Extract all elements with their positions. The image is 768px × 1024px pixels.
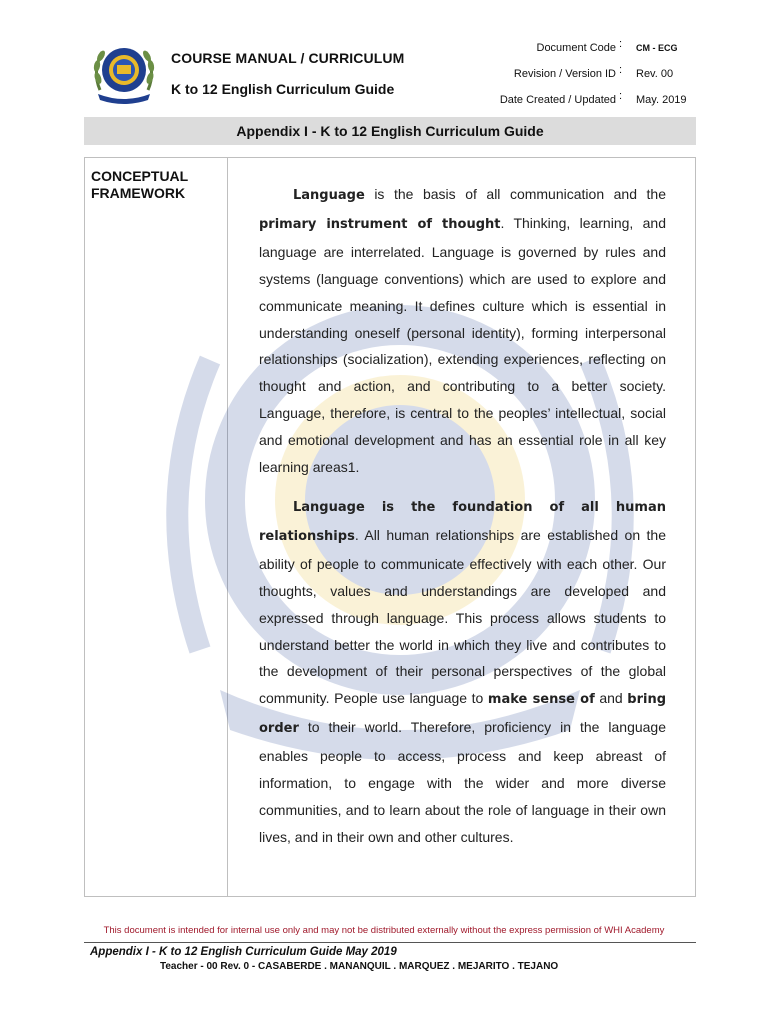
confidentiality-notice: This document is intended for internal use only and may not be distributed externally without the express permission of WHI Academy	[103, 925, 665, 936]
meta-label: Date Created / Updated	[499, 94, 616, 106]
text-run: to their world. Therefore, proficiency in the language enables people to access, process and keep abreast of information, to engage with the wider and more diverse communities, and to learn about the role of language in their own lives, and in their own and other cultures.	[259, 719, 666, 845]
meta-colon: :	[619, 38, 623, 50]
meta-colon: :	[619, 64, 623, 76]
framework-text	[259, 181, 666, 863]
bold-phrase: make sense of	[487, 692, 595, 708]
school-logo-icon	[90, 38, 158, 106]
meta-value: May. 2019	[636, 94, 687, 106]
meta-colon: :	[619, 90, 623, 102]
text-run: . All human relationships are established on the ability of people to communicate effectively with each other. Our thoughts, values and understandings are developed and expressed through language. This process allows students to understand better the world in which they live and contributes to the development of their personal perspectives of the global community. People use language to	[259, 526, 666, 707]
bold-phrase: Language	[293, 188, 365, 203]
paragraph	[259, 493, 666, 851]
footer-title: Appendix I - K to 12 English Curriculum Guide May 2019	[90, 946, 397, 958]
bold-phrase: Language is the foundation of all human relationships	[259, 499, 666, 544]
manual-title: COURSE MANUAL / CURRICULUM	[171, 50, 405, 66]
bold-phrase: primary instrument of thought	[259, 216, 501, 232]
appendix-title-bar: Appendix I - K to 12 English Curriculum Guide	[84, 117, 696, 145]
meta-value: Rev. 00	[636, 68, 674, 80]
meta-label: Document Code	[536, 42, 616, 54]
text-run: . Thinking, learning, and language are interrelated. Language is governed by rules and systems (language conventions) which are used to explore and communicate meaning. It defines culture which is essential in understanding oneself (personal identity), forming interpersonal relationships (socialization), extending experiences, reflecting on thought and action, and contributing to a better society. Language, therefore, is central to the peoples’ intellectual, social and emotional development and has an essential role in all key learning areas1.	[259, 214, 666, 476]
footer-rule	[84, 942, 696, 943]
meta-value: CM - ECG	[636, 43, 678, 53]
footer-authors: Teacher - 00 Rev. 0 - CASABERDE . MANANQUIL . MARQUEZ . MEJARITO . TEJANO	[160, 961, 559, 972]
text-run: is the basis of all communication and the	[364, 186, 666, 202]
manual-subtitle: K to 12 English Curriculum Guide	[171, 81, 395, 97]
text-run: and	[594, 690, 628, 707]
bold-phrase: bring order	[259, 692, 667, 737]
meta-label: Revision / Version ID	[513, 68, 616, 80]
section-label: CONCEPTUAL FRAMEWORK	[91, 168, 188, 201]
paragraph	[259, 181, 666, 481]
